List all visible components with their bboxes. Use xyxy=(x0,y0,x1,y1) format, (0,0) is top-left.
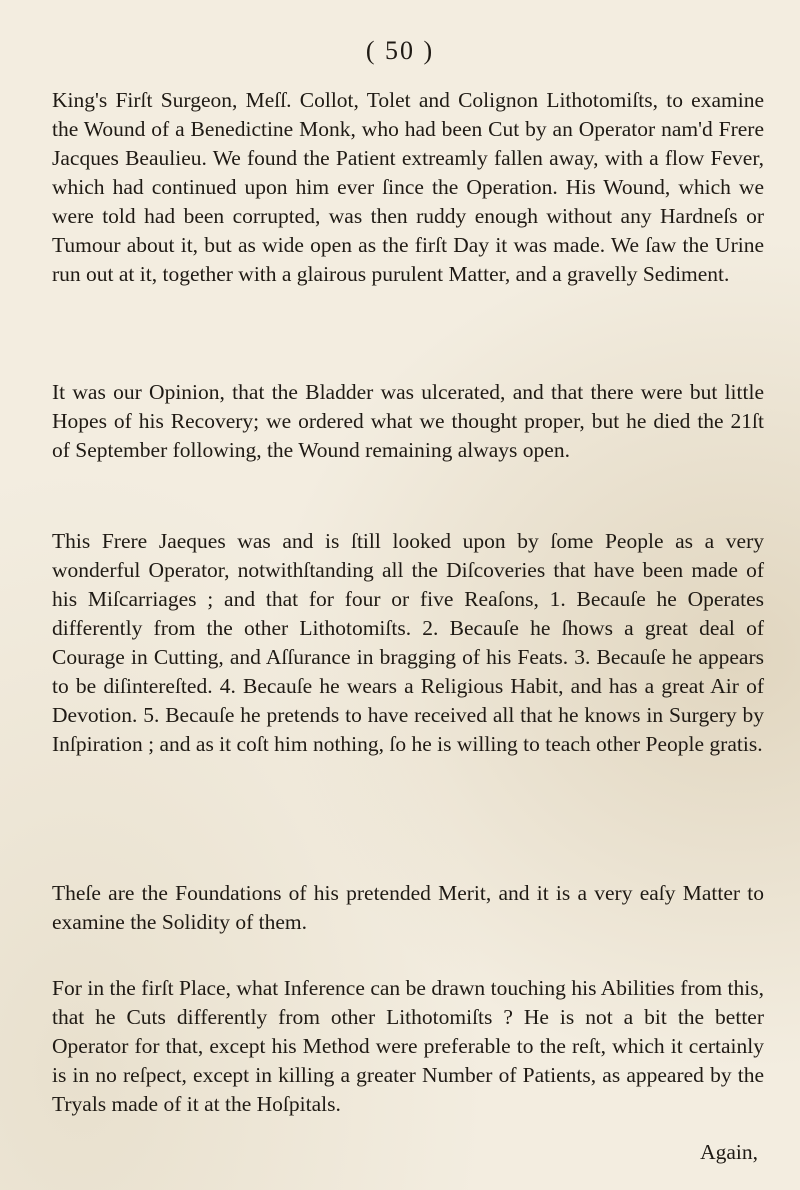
page-number: ( 50 ) xyxy=(365,36,435,65)
paragraph-3: This Frere Jaeques was and is ſtill looked upon by ſome People as a very wonderful Operator, notwithſtanding all the Diſcoveries that have been made of his Miſcarriages ; and that for four or five Reaſons, 1. Becauſe he Operates differently from the other Lithotomiſts. 2. Becauſe he ſhows a great deal of Courage in Cutting, and Aſſurance in bragging of his Feats. 3. Becauſe he appears to be diſintereſted. 4. Becauſe he wears a Religious Habit, and has a great Air of Devotion. 5. Becauſe he pretends to have received all that he knows in Surgery by Inſpiration ; and as it coſt him nothing, ſo he is willing to teach other People gratis. xyxy=(52,529,764,756)
catchword: Again, xyxy=(700,1140,758,1164)
paragraph-5: For in the firſt Place, what Inference can be drawn touching his Abilities from this, that he Cuts differently from other Lithotomiſts ? He is not a bit the better Operator for that, except his Method were preferable to the reſt, which it certainly is in no reſpect, except in killing a greater Number of Patients, as appeared by the Tryals made of it at the Hoſpitals. xyxy=(52,976,764,1116)
paragraph-2: It was our Opinion, that the Bladder was ulcerated, and that there were but little Hopes of his Recovery; we ordered what we thought proper, but he died the 21ſt of September following, the Wound remaining always open. xyxy=(52,380,764,462)
paragraph-1: King's Firſt Surgeon, Meſſ. Collot, Tolet and Colignon Lithotomiſts, to examine the Wound of a Benedictine Monk, who had been Cut by an Operator nam'd Frere Jacques Beaulieu. We found the Patient extreamly fallen away, with a flow Fever, which had continued upon him ever ſince the Operation. His Wound, which we were told had been corrupted, was then ruddy enough without any Hardneſs or Tumour about it, but as wide open as the firſt Day it was made. We ſaw the Urine run out at it, together with a glairous purulent Matter, and a gravelly Sediment. xyxy=(52,88,764,286)
paragraph-4: Theſe are the Foundations of his pretended Merit, and it is a very eaſy Matter to examine the Solidity of them. xyxy=(52,881,764,934)
